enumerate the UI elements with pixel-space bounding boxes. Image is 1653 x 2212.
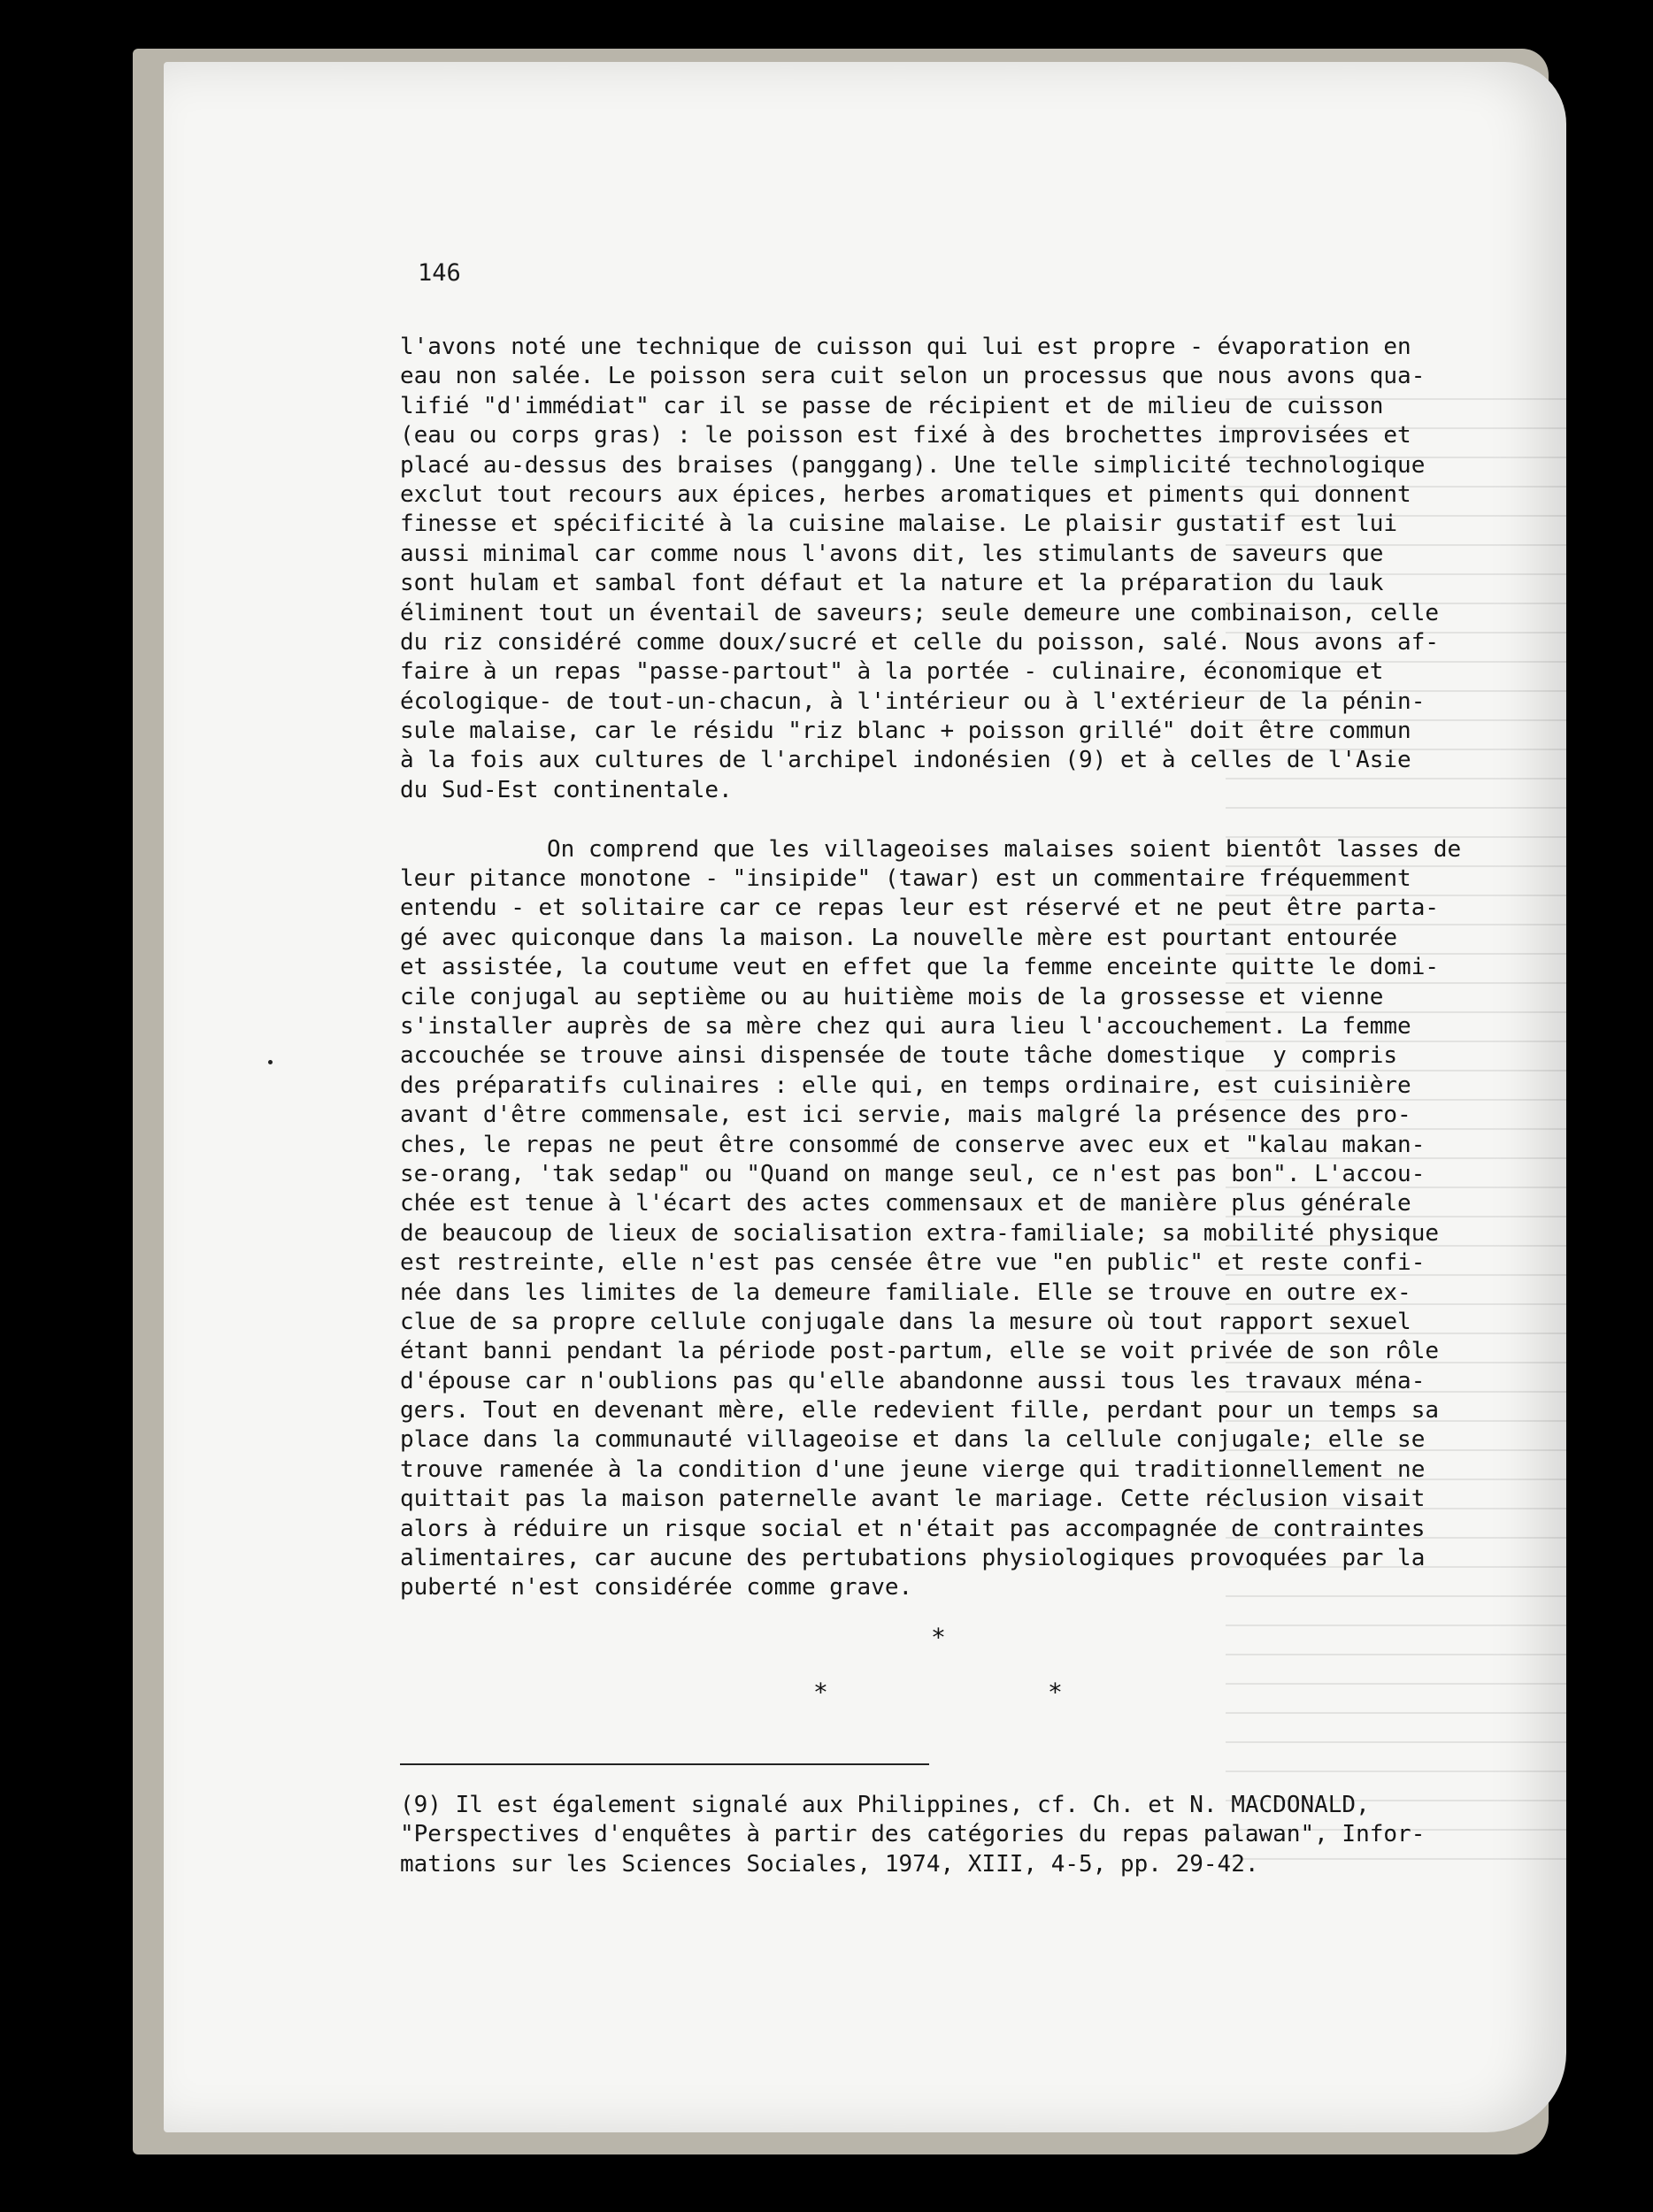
footnote-line: "Perspectives d'enquêtes à partir des catégories du repas palawan", Infor- — [400, 1821, 1426, 1848]
paragraph-gap — [400, 805, 1471, 834]
text-line: exclut tout recours aux épices, herbes aromatiques et piments qui donnent — [400, 480, 1411, 508]
body-text — [400, 333, 1471, 1603]
text-line: gé avec quiconque dans la maison. La nouvelle mère est pourtant entourée — [400, 924, 1398, 951]
asterisk: * — [1048, 1678, 1063, 1707]
text-line: étant banni pendant la période post-partum, elle se voit privée de son rôle — [400, 1338, 1439, 1365]
text-line: à la fois aux cultures de l'archipel indonésien (9) et à celles de l'Asie — [400, 747, 1411, 774]
text-line: lifié "d'immédiat" car il se passe de récipient et de milieu de cuisson — [400, 392, 1384, 419]
footnote-line: mations sur les Sciences Sociales, 1974, XIII, 4-5, pp. 29-42. — [400, 1850, 1259, 1878]
text-line: entendu - et solitaire car ce repas leur est réservé et ne peut être parta- — [400, 895, 1439, 922]
text-line: sont hulam et sambal font défaut et la nature et la préparation du lauk — [400, 570, 1384, 597]
text-line: gers. Tout en devenant mère, elle redevient fille, perdant pour un temps sa — [400, 1397, 1439, 1425]
text-line: On comprend que les villageoises malaises soient bientôt lasses de — [547, 835, 1462, 863]
asterisk: * — [931, 1623, 946, 1652]
text-line: s'installer auprès de sa mère chez qui aura lieu l'accouchement. La femme — [400, 1012, 1411, 1040]
text-line: née dans les limites de la demeure familiale. Elle se trouve en outre ex- — [400, 1279, 1411, 1306]
footnote-rule — [400, 1763, 929, 1765]
text-line: aussi minimal car comme nous l'avons dit, les stimulants de saveurs que — [400, 540, 1384, 567]
text-line: du riz considéré comme doux/sucré et celle du poisson, salé. Nous avons af- — [400, 628, 1439, 656]
text-line: quittait pas la maison paternelle avant le mariage. Cette réclusion visait — [400, 1486, 1426, 1513]
page-number: 146 — [418, 259, 461, 287]
text-line: de beaucoup de lieux de socialisation extra-familiale; sa mobilité physique — [400, 1219, 1439, 1247]
text-line: ches, le repas ne peut être consommé de conserve avec eux et "kalau makan- — [400, 1131, 1426, 1158]
text-line: finesse et spécificité à la cuisine malaise. Le plaisir gustatif est lui — [400, 511, 1398, 538]
text-line: faire à un repas "passe-partout" à la portée - culinaire, économique et — [400, 658, 1384, 686]
text-line: des préparatifs culinaires : elle qui, en temps ordinaire, est cuisinière — [400, 1071, 1411, 1099]
text-line: cile conjugal au septième ou au huitième mois de la grossesse et vienne — [400, 983, 1384, 1010]
text-line: écologique- de tout-un-chacun, à l'intérieur ou à l'extérieur de la pénin- — [400, 687, 1426, 715]
text-line: place dans la communauté villageoise et dans la cellule conjugale; elle se — [400, 1426, 1426, 1454]
text-line: alors à réduire un risque social et n'était pas accompagnée de contraintes — [400, 1515, 1426, 1542]
text-line: et assistée, la coutume veut en effet que la femme enceinte quitte le domi- — [400, 954, 1439, 981]
text-line: éliminent tout un éventail de saveurs; seule demeure une combinaison, celle — [400, 599, 1439, 626]
text-line: du Sud-Est continentale. — [400, 776, 733, 803]
text-line: est restreinte, elle n'est pas censée être vue "en public" et reste confi- — [400, 1249, 1426, 1277]
text-line: trouve ramenée à la condition d'une jeune vierge qui traditionnellement ne — [400, 1455, 1426, 1483]
text-line: accouchée se trouve ainsi dispensée de toute tâche domestique y compris — [400, 1042, 1398, 1070]
text-line: chée est tenue à l'écart des actes commensaux et de manière plus générale — [400, 1190, 1411, 1217]
paragraph-2 — [400, 835, 1471, 1603]
text-line: puberté n'est considérée comme grave. — [400, 1574, 913, 1601]
text-line: sule malaise, car le résidu "riz blanc + poisson grillé" doit être commun — [400, 718, 1411, 745]
text-line: clue de sa propre cellule conjugale dans la mesure où tout rapport sexuel — [400, 1308, 1411, 1335]
text-line: avant d'être commensale, est ici servie, mais malgré la présence des pro- — [400, 1102, 1411, 1129]
footnote-line: (9) Il est également signalé aux Philippines, cf. Ch. et N. MACDONALD, — [400, 1792, 1370, 1818]
text-line: (eau ou corps gras) : le poisson est fixé à des brochettes improvisées et — [400, 422, 1411, 449]
margin-dot — [268, 1060, 273, 1064]
text-line: l'avons noté une technique de cuisson qui lui est propre - évaporation en — [400, 334, 1411, 360]
text-line: d'épouse car n'oublions pas qu'elle abandonne aussi tous les travaux ména- — [400, 1367, 1426, 1394]
text-line: placé au-dessus des braises (panggang). Une telle simplicité technologique — [400, 451, 1426, 479]
text-line: se-orang, 'tak sedap" ou "Quand on mange seul, ce n'est pas bon". L'accou- — [400, 1160, 1426, 1187]
asterisk: * — [813, 1678, 828, 1707]
footnote — [400, 1791, 1480, 1879]
text-line: alimentaires, car aucune des pertubations physiologiques provoquées par la — [400, 1545, 1426, 1572]
section-separator — [400, 1619, 1471, 1717]
paragraph-1 — [400, 333, 1471, 805]
text-line: leur pitance monotone - "insipide" (tawar) est un commentaire fréquemment — [400, 865, 1411, 893]
text-line: eau non salée. Le poisson sera cuit selon un processus que nous avons qua- — [400, 363, 1426, 390]
